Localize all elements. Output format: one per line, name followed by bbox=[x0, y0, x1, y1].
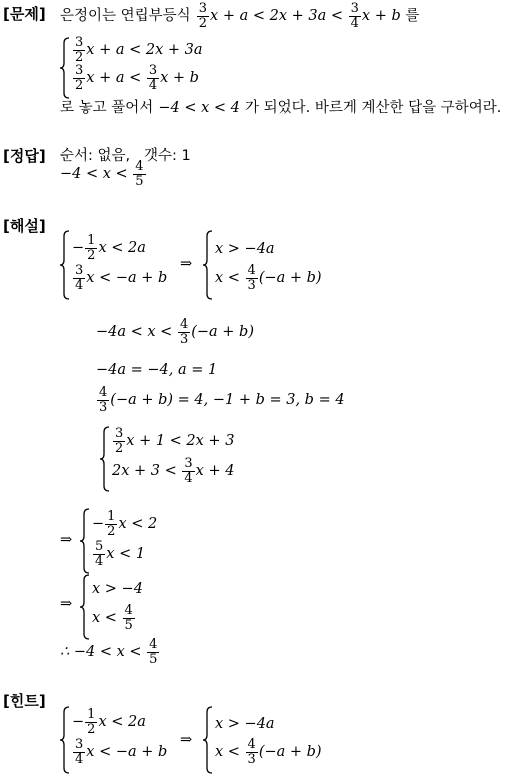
problem-result-inequality: −4 < x < 4 bbox=[158, 100, 240, 116]
implies-arrow: ⇒ bbox=[60, 532, 73, 548]
left-brace bbox=[203, 706, 213, 774]
explanation-system1-row1: − $\frac{1}{2}$ x < 2a bbox=[72, 233, 146, 263]
problem-label: [문제] bbox=[3, 5, 46, 23]
problem-system-row1: $\frac{3}{2}$ x + a < 2x + 3a bbox=[75, 35, 203, 65]
explanation-label: [해설] bbox=[3, 217, 46, 235]
left-brace bbox=[60, 230, 70, 300]
explanation-solve-a: −4a = −4, a = 1 bbox=[96, 362, 218, 378]
explanation-system2-row2: x < $\frac{4}{3}$ (−a + b) bbox=[215, 263, 322, 293]
implies-arrow: ⇒ bbox=[180, 732, 193, 748]
explanation-solve-b: $\frac{4}{3}$ (−a + b) = 4, −1 + b = 3, b = 4 bbox=[99, 385, 345, 415]
left-brace bbox=[80, 574, 90, 640]
left-brace bbox=[80, 508, 90, 574]
left-brace bbox=[60, 706, 70, 774]
answer-order: 순서: 없음, bbox=[60, 148, 131, 164]
hint-system2-row1: x > −4a bbox=[215, 716, 275, 732]
explanation-system4-row1: − $\frac{1}{2}$ x < 2 bbox=[92, 509, 158, 539]
left-brace bbox=[100, 426, 110, 492]
explanation-solve-b-text: (−a + b) = 4, −1 + b = 3, b = 4 bbox=[110, 392, 345, 409]
left-brace bbox=[203, 230, 213, 300]
explanation-system4-row2: $\frac{5}{4}$ x < 1 bbox=[95, 539, 146, 569]
problem-inequality-inline: $\frac{3}{2}$ x + a < 2x + 3a < $\frac{3}{4}$ x + b bbox=[198, 1, 406, 31]
answer-count: 갯수: 1 bbox=[143, 148, 191, 164]
hint-label: [힌트] bbox=[3, 692, 46, 710]
answer-label: [정답] bbox=[3, 147, 46, 165]
answer-inequality: −4 < x < $\frac{4}{5}$ bbox=[60, 159, 144, 189]
therefore-symbol: ∴ bbox=[60, 644, 70, 661]
problem-text-line3-end: 가 되었다. 바르게 계산한 답을 구하여라. bbox=[244, 100, 502, 116]
hint-system2-row2: x < $\frac{4}{3}$ (−a + b) bbox=[215, 737, 322, 767]
left-brace bbox=[60, 37, 70, 99]
explanation-system5-row2: x < $\frac{4}{5}$ bbox=[92, 603, 133, 633]
problem-statement-line1 bbox=[60, 2, 419, 30]
problem-system-row2: $\frac{3}{2}$ x + a < $\frac{3}{4}$ x + b bbox=[75, 63, 199, 93]
explanation-range: −4a < x < $\frac{4}{3}$ (−a + b) bbox=[96, 317, 254, 347]
problem-text-line3-start: 로 놓고 풀어서 bbox=[60, 100, 154, 116]
explanation-system5-row1: x > −4 bbox=[92, 581, 143, 597]
explanation-system2-row1: x > −4a bbox=[215, 241, 275, 257]
problem-statement-line3 bbox=[60, 96, 501, 117]
explanation-system3-row2: 2x + 3 < $\frac{3}{4}$ x + 4 bbox=[112, 456, 235, 486]
explanation-system3-row1: $\frac{3}{2}$ x + 1 < 2x + 3 bbox=[115, 426, 235, 456]
implies-arrow: ⇒ bbox=[60, 596, 73, 612]
hint-system1-row1: − $\frac{1}{2}$ x < 2a bbox=[72, 707, 146, 737]
problem-text-after: 를 bbox=[405, 8, 420, 25]
implies-arrow: ⇒ bbox=[180, 256, 193, 272]
explanation-system1-row2: $\frac{3}{4}$ x < −a + b bbox=[75, 263, 168, 293]
problem-text-before: 은정이는 연립부등식 bbox=[60, 8, 191, 25]
hint-system1-row2: $\frac{3}{4}$ x < −a + b bbox=[75, 737, 168, 767]
explanation-conclusion: ∴ −4 < x < $\frac{4}{5}$ bbox=[60, 637, 158, 667]
